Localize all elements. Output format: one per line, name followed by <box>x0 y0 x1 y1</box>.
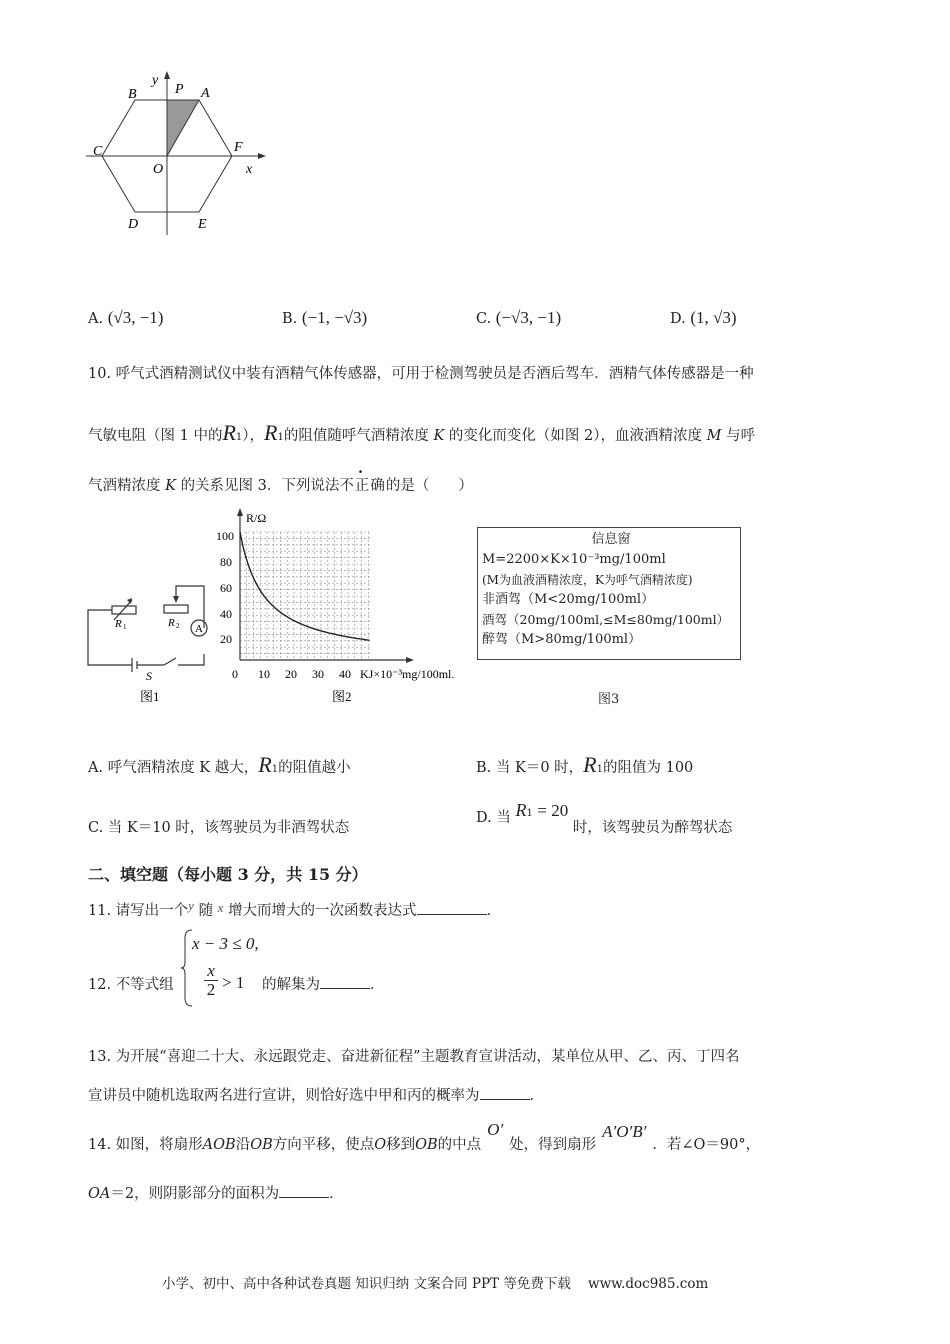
text: 增大而增大的一次函数表达式 <box>228 903 417 919</box>
q9-option-a[interactable] <box>88 308 163 328</box>
svg-text:B: B <box>128 87 137 102</box>
x-tick: 0 <box>232 667 238 681</box>
info-line: M=2200×K×10⁻³mg/100ml <box>482 552 666 567</box>
footer-text: 小学、初中、高中各种试卷真题 知识归纳 文案合同 PPT 等免费下载 <box>162 1276 571 1292</box>
q10-option-c[interactable]: C. 当 K＝10 时，该驾驶员为非酒驾状态 <box>88 820 350 836</box>
x-tick: 20 <box>285 667 297 681</box>
q10-line-3 <box>88 474 473 495</box>
math: = 20 <box>537 801 569 820</box>
y-tick: 60 <box>220 581 232 595</box>
math: O <box>374 1137 387 1153</box>
relation: > 1 <box>222 973 245 992</box>
resistance-chart <box>200 500 490 710</box>
answer-blank[interactable] <box>480 1087 530 1100</box>
svg-text:x: x <box>246 162 253 177</box>
option-value: (−1, −√3) <box>301 308 368 327</box>
q9-option-b[interactable] <box>282 308 367 328</box>
option-letter: D. <box>670 311 686 327</box>
r-symbol: R <box>222 420 236 445</box>
inequality-1: x − 3 ≤ 0, <box>192 934 259 953</box>
option-value: (√3, −1) <box>107 308 164 327</box>
k-symbol: K <box>433 428 445 444</box>
svg-text:A: A <box>195 623 203 635</box>
option-letter: A. <box>88 311 104 327</box>
r-sub: 1 <box>526 808 533 819</box>
text: 处，得到扇形 <box>509 1137 597 1153</box>
text: 的变化而变化（如图 2），血液酒精浓度 <box>448 428 703 444</box>
text: ． <box>329 1186 344 1202</box>
math: A′O′B′ <box>602 1122 647 1141</box>
text: ． <box>370 977 385 993</box>
r-sub: 1 <box>596 764 603 775</box>
text: 随 <box>198 903 214 919</box>
question-13-line-2 <box>88 1084 544 1105</box>
y-tick: 80 <box>220 555 232 569</box>
denominator: 2 <box>206 980 216 999</box>
svg-text:O: O <box>153 162 164 177</box>
text: 的阻值随呼气酒精浓度 <box>283 428 429 444</box>
svg-text:P: P <box>175 82 184 97</box>
svg-text:A: A <box>201 86 210 101</box>
svg-text:图1: 图1 <box>140 689 160 704</box>
info-line: 非酒驾（M<20mg/100ml） <box>482 592 655 607</box>
text: 的解集为 <box>262 977 320 993</box>
option-letter: B. <box>282 311 298 327</box>
x-symbol: x <box>217 900 224 915</box>
option-value: (1, √3) <box>690 308 737 327</box>
svg-text:D: D <box>128 217 139 232</box>
math: AOB <box>202 1137 236 1153</box>
question-13-line-1: 13. 为开展“喜迎二十大、永远跟党走、奋进新征程”主题教育宣讲活动，某单位从甲、乙、丙、丁四名 <box>88 1049 740 1065</box>
info-line: (M为血液酒精浓度，K为呼气酒精浓度) <box>482 573 693 587</box>
m-symbol: M <box>706 428 722 444</box>
math: OB <box>415 1137 438 1153</box>
y-symbol: y <box>188 898 194 913</box>
math: OB <box>250 1137 273 1153</box>
answer-blank[interactable] <box>320 976 370 989</box>
svg-text:R: R <box>115 618 122 630</box>
r-symbol: R <box>258 752 272 777</box>
text: A. 呼气酒精浓度 K 越大， <box>88 760 259 776</box>
footer-link[interactable]: www.doc985.com <box>588 1276 709 1292</box>
text: ． <box>486 903 502 919</box>
text: 的关系见图 3．下列说法 <box>180 478 340 494</box>
inequality-2 <box>204 962 218 999</box>
r-sub: 1 <box>277 432 284 443</box>
text: 时，该驾驶员为醉驾状态 <box>572 820 733 836</box>
q10-option-d[interactable] <box>476 800 733 836</box>
q10-option-b[interactable] <box>476 752 693 778</box>
text: 11. 请写出一个 <box>88 903 189 919</box>
text: 的阻值越小 <box>278 760 351 776</box>
q9-option-d[interactable] <box>670 308 736 328</box>
text: 12. 不等式组 <box>88 977 174 993</box>
y-axis-label: R/Ω <box>246 511 267 525</box>
svg-text:1: 1 <box>123 623 127 631</box>
text: 14. 如图，将扇形 <box>88 1137 203 1153</box>
x-axis-label: KJ×10⁻³mg/100ml. <box>360 667 455 681</box>
question-14-line-2 <box>88 1182 344 1203</box>
y-tick: 100 <box>216 529 234 543</box>
y-tick: 20 <box>220 632 232 646</box>
text: 气敏电阻（图 1 中的 <box>88 428 223 444</box>
svg-text:S: S <box>146 669 152 683</box>
text: 气酒精浓度 <box>88 478 161 494</box>
text: 宣讲员中随机选取两名进行宣讲，则恰好选中甲和丙的概率为 <box>88 1088 480 1104</box>
q10-option-a[interactable] <box>88 752 351 778</box>
k-symbol: K <box>165 478 176 494</box>
r-sub: 1 <box>271 764 279 775</box>
text: 的是（ ） <box>385 478 473 494</box>
answer-blank[interactable] <box>417 902 487 915</box>
emphasis-text: 不正确 <box>339 478 386 494</box>
text: D. 当 <box>476 810 511 826</box>
text: ＝2，则阴影部分的面积为 <box>110 1186 280 1202</box>
figure-caption: 图3 <box>598 692 620 707</box>
info-window <box>477 527 741 660</box>
svg-text:R: R <box>168 617 175 629</box>
text: 的阻值为 100 <box>602 760 694 776</box>
svg-text:E: E <box>198 217 207 232</box>
q12-tail <box>262 973 385 994</box>
text: B. 当 K＝0 时， <box>476 760 584 776</box>
svg-text:C: C <box>93 144 103 159</box>
info-title: 信息窗 <box>591 532 631 547</box>
r-symbol: R <box>515 800 527 820</box>
answer-blank[interactable] <box>279 1185 329 1198</box>
footer <box>162 1272 708 1292</box>
svg-text:y: y <box>152 73 159 88</box>
r-sub: 1 <box>235 432 243 443</box>
r-symbol: R <box>583 752 597 777</box>
x-tick: 30 <box>312 667 324 681</box>
text: 的中点 <box>437 1137 482 1153</box>
section-heading: 二、填空题（每小题 3 分，共 15 分） <box>88 865 368 884</box>
text: ）， <box>242 428 265 444</box>
q10-line-2 <box>88 420 755 446</box>
text: ． <box>529 1088 544 1104</box>
math: O′ <box>487 1120 504 1139</box>
option-letter: C. <box>476 311 492 327</box>
text: 移到 <box>386 1137 416 1153</box>
y-tick: 40 <box>220 607 232 621</box>
x-tick: 10 <box>258 667 270 681</box>
text: 沿 <box>235 1137 251 1153</box>
resistance-curve <box>240 532 370 640</box>
numerator: x <box>207 961 215 980</box>
text: 方向平移，使点 <box>272 1137 375 1153</box>
text: 与呼 <box>726 428 756 444</box>
svg-text:2: 2 <box>176 622 180 630</box>
figure-caption: 图2 <box>332 689 352 704</box>
text: ．若∠O＝90°， <box>652 1137 761 1153</box>
info-line: 醉驾（M>80mg/100ml） <box>482 632 642 647</box>
x-tick: 40 <box>339 667 351 681</box>
info-line: 酒驾（20mg/100ml,≤M≤80mg/100ml） <box>482 612 730 627</box>
question-14-line-1 <box>88 1120 761 1154</box>
r-symbol: R <box>264 420 278 445</box>
option-value: (−√3, −1) <box>495 308 562 327</box>
math: OA <box>88 1186 111 1202</box>
question-11 <box>88 899 501 920</box>
hexagon-figure <box>80 60 280 240</box>
svg-text:F: F <box>234 140 243 155</box>
q9-option-c[interactable] <box>476 308 561 328</box>
q10-line-1: 10. 呼气式酒精测试仪中装有酒精气体传感器，可用于检测驾驶员是否酒后驾车．酒精气体传感器是一种 <box>88 366 754 382</box>
